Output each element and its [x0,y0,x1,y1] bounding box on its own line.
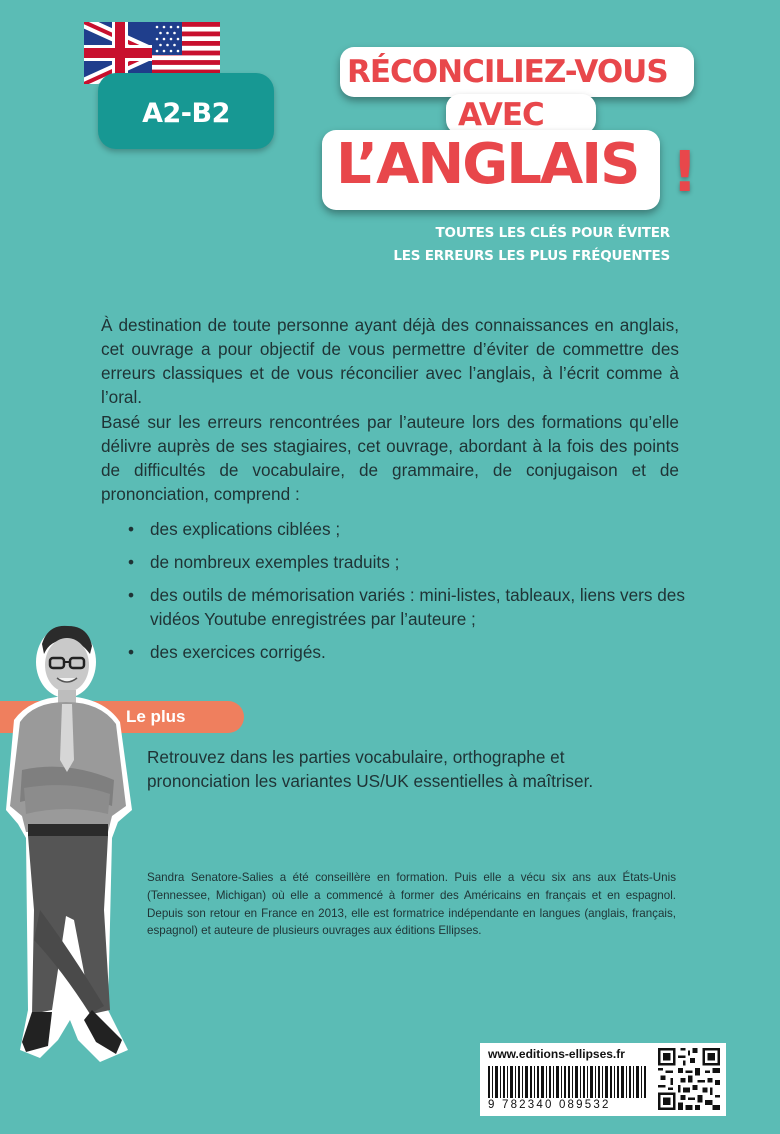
list-item: • des outils de mémorisation variés : mini-listes, tableaux, liens vers des vidéos Youtube enregistrées par l’auteure ; [128,583,688,631]
tagline-line-1: TOUTES LES CLÉS POUR ÉVITER [435,225,670,241]
description-paragraph-1: À destination de toute personne ayant déjà des connaissances en anglais, cet ouvrage a pour objectif de vous permettre d’éviter de commettre des erreurs classiques et de vous réconcilier avec l’anglais, à l’écrit comme à l’oral. [101,315,679,407]
title-exclamation: ! [672,140,698,205]
list-item: • des exercices corrigés. [128,640,688,664]
level-label: A2-B2 [142,98,230,129]
website-url: www.editions-ellipses.fr [488,1047,625,1061]
feature-list [128,517,688,664]
list-item: • des explications ciblées ; [128,517,688,541]
title-line-1: RÉCONCILIEZ-VOUS [347,54,668,90]
tagline-line-2: LES ERREURS LES PLUS FRÉQUENTES [393,248,670,264]
plus-text: Retrouvez dans les parties vocabulaire, orthographe et prononciation les variantes US/UK essentielles à maîtriser. [147,747,594,791]
author-bio: Sandra Senatore-Salies a été conseillère en formation. Puis elle a vécu six ans aux États-Unis (Tennessee, Michigan) où elle a commencé à former des Américains en français et en espagnol. Depuis son retour en France en 2013, elle est formatrice indépendante en langues (anglais, français, espagnol) et auteure de plusieurs ouvrages aux éditions Ellipses. [147,871,676,938]
title-line-2: AVEC [458,97,544,133]
plus-label: Le plus [126,707,186,726]
barcode-panel [480,1043,726,1116]
list-item: • de nombreux exemples traduits ; [128,550,688,574]
description-paragraph-2: Basé sur les erreurs rencontrées par l’auteure lors des formations qu’elle délivre auprès de ses stagiaires, cet ouvrage, abordant à la fois des points de difficultés de vocabulaire, de grammaire, de conjugaison et de prononciation, comprend : [101,412,679,504]
qr-code-icon[interactable] [658,1048,720,1110]
isbn-number: 9 782340 089532 [488,1099,611,1111]
author-photo [0,610,148,1070]
title-line-3: L’ANGLAIS [336,132,639,197]
barcode-icon [488,1066,648,1098]
level-badge [98,73,274,149]
